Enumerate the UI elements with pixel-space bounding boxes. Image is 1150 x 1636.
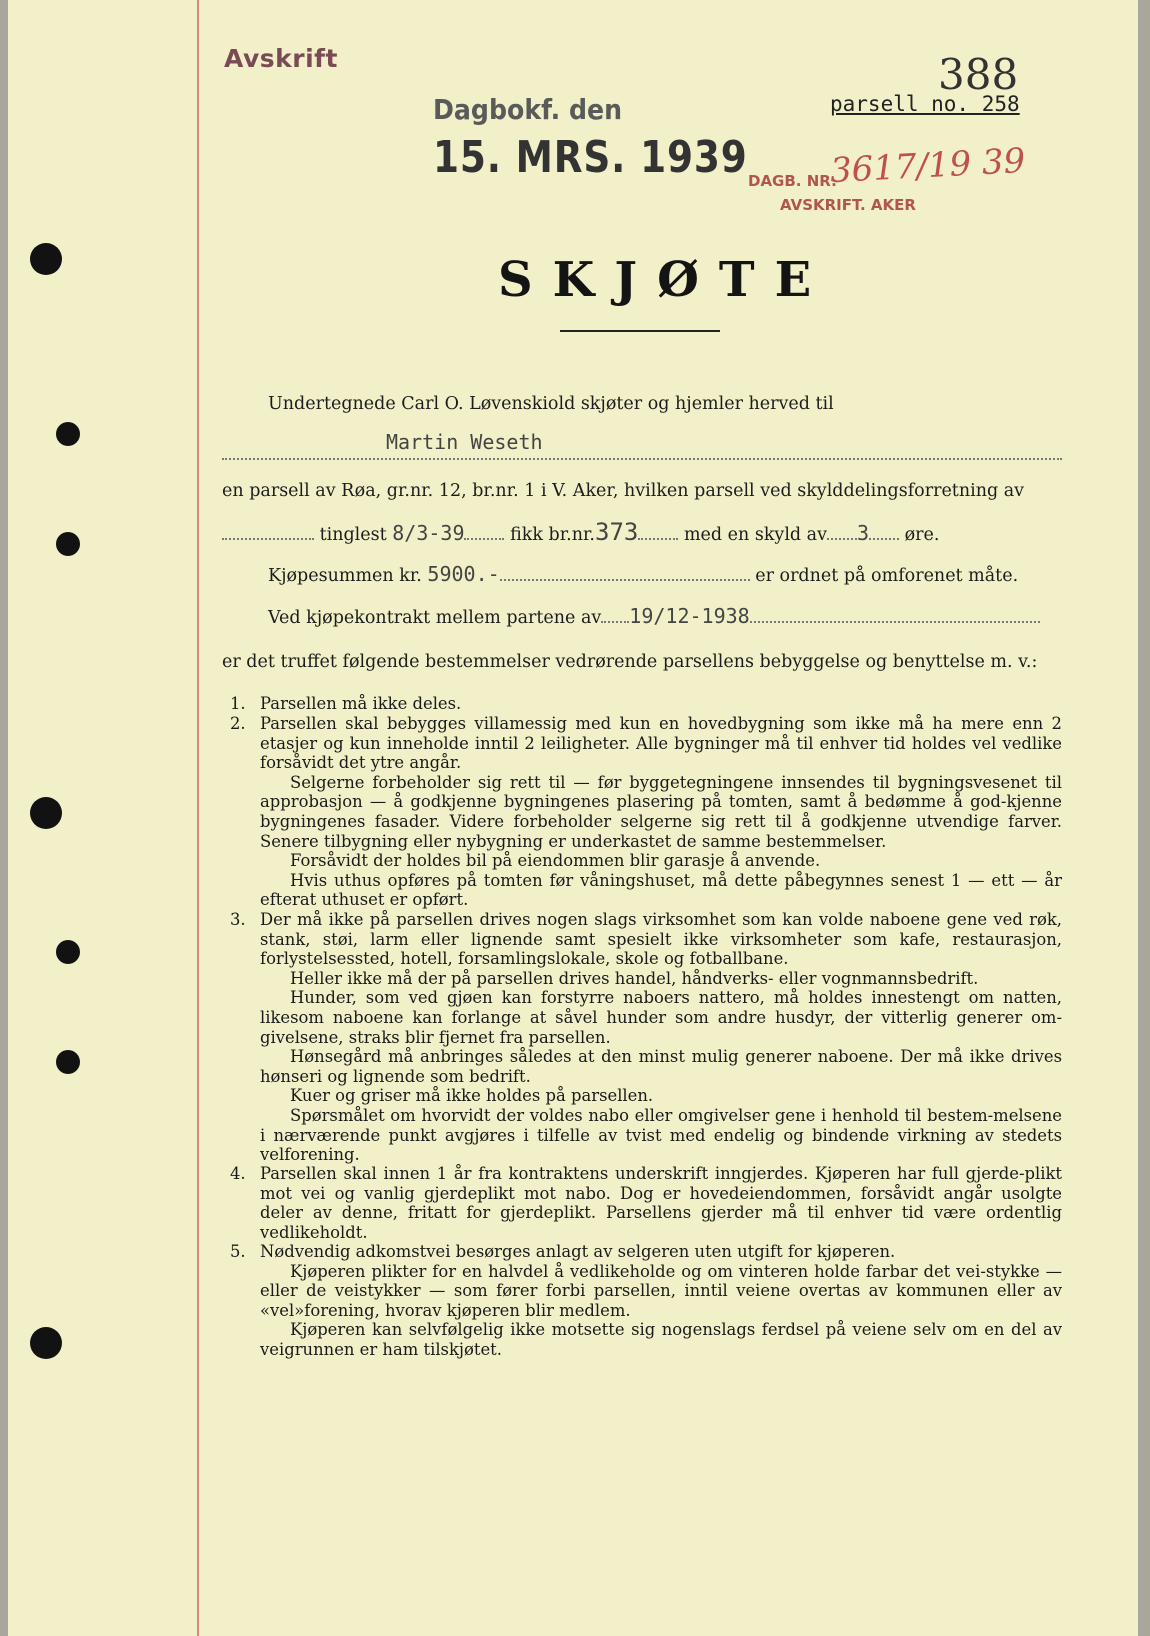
punch-hole bbox=[56, 422, 80, 446]
bestemmelser-line: er det truffet følgende bestemmelser vedrørende parsellens bebyggelse og benyttelse m. v.: bbox=[222, 652, 1038, 672]
clause-1 bbox=[230, 694, 1062, 714]
clause-number: 5. bbox=[230, 1242, 246, 1261]
fikk-br-nr-label: fikk br.nr. bbox=[510, 525, 595, 545]
tinglest-label: tinglest bbox=[319, 525, 387, 545]
clause-3 bbox=[230, 910, 1062, 1165]
clause-paragraph: Spørsmålet om hvorvidt der voldes nabo eller omgivelser gene i henhold til bestem-melsene i nærværende punkt avgjøres i tilfelle av tvist med endelig og bindende virkning av stedets velforening. bbox=[260, 1105, 1062, 1165]
document-title: SKJØTE bbox=[498, 252, 832, 308]
punch-hole bbox=[30, 1327, 62, 1359]
clause-paragraph: Parsellen må ikke deles. bbox=[260, 694, 462, 713]
dagb-nr-value: 3617/19 39 bbox=[829, 140, 1027, 192]
dagbok-date-stamp: 15. MRS. 1939 bbox=[433, 132, 748, 183]
skyld-value: 3 bbox=[857, 521, 870, 545]
kjopesum-line bbox=[268, 562, 1018, 586]
ordnet-label: er ordnet på omforenet måte. bbox=[755, 566, 1019, 586]
clause-paragraph: Selgerne forbeholder sig rett til — før byggetegningene innsendes til bygningsvesenet til approbasjon — å godkjenne bygningenes plasering på tomten, samt å bedømme å god-kjenne bygningenes fasader. Videre forbeholder selgerne sig rett til å godkjenne utvendige farver. Senere tilbygning eller nybygning er underkastet de samme bestemmelser. bbox=[260, 772, 1062, 851]
clause-5 bbox=[230, 1242, 1062, 1360]
br-nr-value: 373 bbox=[595, 518, 639, 546]
clause-4 bbox=[230, 1164, 1062, 1242]
dagbok-label: Dagbokf. den bbox=[433, 93, 623, 126]
clause-paragraph: Hønsegård må anbringes således at den minst mulig generer naboene. Der må ikke drives hønseri og lignende som bedrift. bbox=[260, 1047, 1062, 1086]
kontrakt-label: Ved kjøpekontrakt mellem partene av bbox=[268, 608, 602, 628]
kontrakt-line bbox=[268, 604, 1040, 628]
clause-number: 1. bbox=[230, 694, 246, 713]
clause-paragraph: Kuer og griser må ikke holdes på parsellen. bbox=[290, 1086, 654, 1106]
clause-paragraph: Parsellen skal innen 1 år fra kontraktens underskrift inngjerdes. Kjøperen har full gjerde-plikt mot vei og vanlig gjerdeplikt mot nabo. Dog er hovedeiendommen, forsåvidt angår usolgte deler av denne, fritatt for gjerdeplikt. Parsellens gjerder må til enhver tid være ordentlig vedlikeholdt. bbox=[260, 1164, 1062, 1242]
tinglest-date: 8/3-39 bbox=[392, 521, 465, 545]
margin-line bbox=[197, 0, 199, 1636]
punch-hole bbox=[30, 797, 62, 829]
punch-hole bbox=[56, 532, 80, 556]
clause-paragraph: Hunder, som ved gjøen kan forstyrre naboers nattero, må holdes innestengt om natten, likesom naboene kan forlange at såvel hunder som andre husdyr, der vitterlig generer om-givelsene, straks blir fjernet fra parsellen. bbox=[260, 988, 1062, 1047]
clause-paragraph: Heller ikke må der på parsellen drives handel, håndverks- eller vognmannsbedrift. bbox=[290, 968, 979, 988]
grantee-name: Martin Weseth bbox=[386, 430, 543, 454]
grantee-line bbox=[222, 430, 1062, 460]
clause-number: 2. bbox=[230, 714, 246, 733]
punch-hole bbox=[30, 243, 62, 275]
document-page bbox=[8, 0, 1138, 1636]
ore-label: øre. bbox=[904, 525, 940, 545]
clause-paragraph: Hvis uthus opføres på tomten før våningshuset, må dette påbegynnes senest 1 — ett — år efterat uthuset er opført. bbox=[260, 870, 1062, 910]
grantor-line: Undertegnede Carl O. Løvenskiold skjøter og hjemler herved til bbox=[268, 394, 834, 414]
clause-number: 3. bbox=[230, 910, 246, 929]
clause-number: 4. bbox=[230, 1164, 246, 1183]
parcel-line: en parsell av Røa, gr.nr. 12, br.nr. 1 i V. Aker, hvilken parsell ved skylddelingsforretning av bbox=[222, 481, 1025, 501]
clause-paragraph: Der må ikke på parsellen drives nogen slags virksomhet som kan volde naboene gene ved røk, stank, støi, larm eller lignende samt spesielt ikke virksomheter som kafe, restaurasjon, forlystelsessted, hotell, forsamlingslokale, skole og fotballbane. bbox=[260, 910, 1062, 969]
clause-paragraph: Forsåvidt der holdes bil på eiendommen blir garasje å anvende. bbox=[290, 851, 821, 871]
clause-paragraph: Parsellen skal bebygges villamessig med kun en hovedbygning som ikke må ha mere enn 2 etasjer og kun inneholde inntil 2 leiligheter. Alle bygninger må til enhver tid holdes vel vedlike forsåvidt det ytre angår. bbox=[260, 714, 1062, 773]
avskrift-stamp: Avskrift bbox=[224, 44, 338, 73]
kjopesum-label: Kjøpesummen kr. bbox=[268, 566, 422, 586]
avskrift-aker-stamp: AVSKRIFT. AKER bbox=[780, 196, 916, 214]
punch-hole bbox=[56, 940, 80, 964]
clause-paragraph: Kjøperen kan selvfølgelig ikke motsette sig nogenslags ferdsel på veiene selv om en del av veigrunnen er ham tilskjøtet. bbox=[260, 1320, 1062, 1359]
kjopesum-value: 5900.- bbox=[427, 562, 500, 586]
clause-paragraph: Kjøperen plikter for en halvdel å vedlikeholde og om vinteren holde farbar det vei-stykke — eller de veistykker — som fører forbi parsellen, inntil veiene overtas av kommunen eller av «vel»forening, hvorav kjøperen blir medlem. bbox=[260, 1261, 1062, 1320]
tinglest-line bbox=[222, 518, 939, 546]
skyld-label: med en skyld av bbox=[683, 525, 827, 545]
page-number: 388 bbox=[938, 50, 1019, 99]
title-underline bbox=[560, 330, 720, 332]
clause-2 bbox=[230, 714, 1062, 910]
kontrakt-date: 19/12-1938 bbox=[629, 604, 750, 628]
punch-hole bbox=[56, 1050, 80, 1074]
dagb-nr-label: DAGB. NR. bbox=[748, 172, 837, 190]
clause-paragraph: Nødvendig adkomstvei besørges anlagt av selgeren uten utgift for kjøperen. bbox=[260, 1242, 896, 1261]
parsell-number: parsell no. 258 bbox=[830, 92, 1020, 116]
